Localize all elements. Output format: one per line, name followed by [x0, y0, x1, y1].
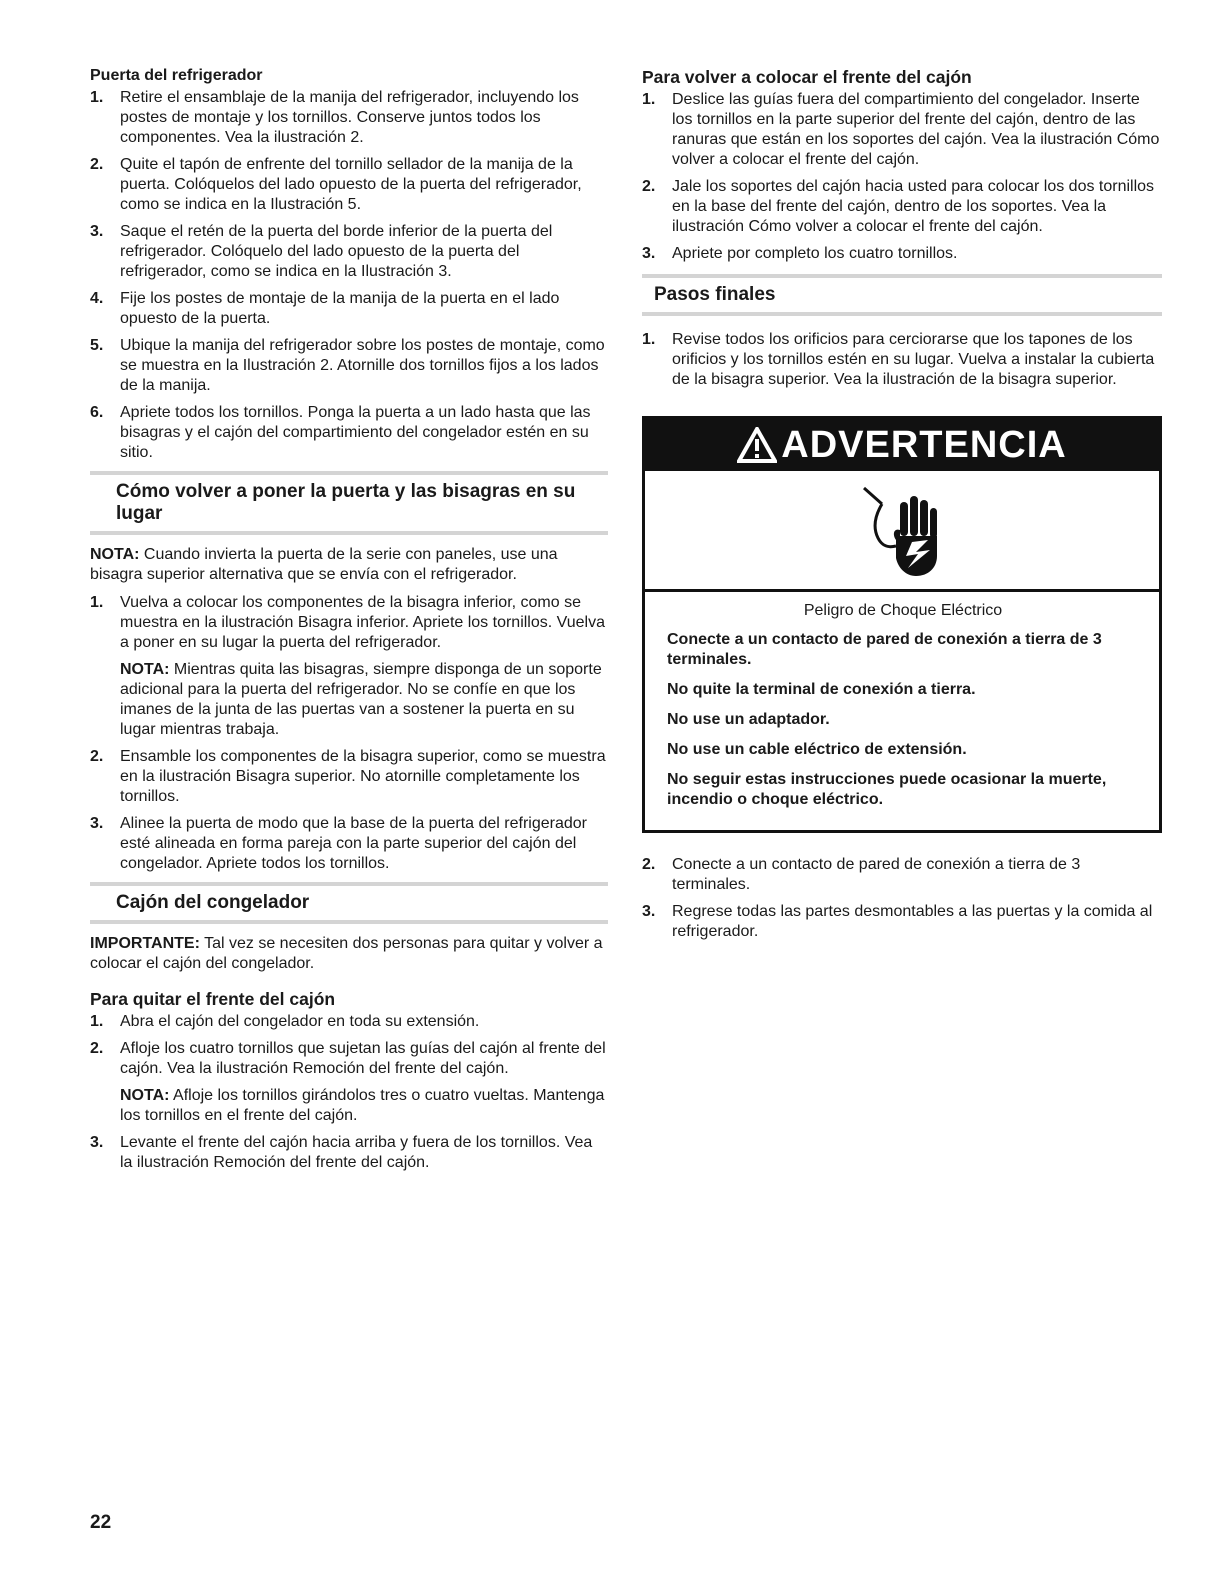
list-item: 4. Fije los postes de montaje de la manija de la puerta en el lado opuesto de la puerta.: [90, 290, 560, 327]
warning-box: [642, 416, 1162, 833]
nota-paragraph: NOTA: Cuando invierta la puerta de la serie con paneles, use una bisagra superior alternativa que se envía con el refrigerador.: [90, 546, 558, 583]
list-item: 1. Vuelva a colocar los componentes de la bisagra inferior, como se muestra en la ilustración Bisagra inferior. Apriete los tornillos. Vuelva a poner en su lugar la puerta del refrigerador. NOTA: Mientras quita las bisagras, siempre disponga de un soporte adicional para la puerta del refrigerador. No se confíe en que los imanes de la junta de las puertas van a sostener la puerta en su lugar mientras trabaja.: [90, 593, 608, 740]
section-band-bisagras: [90, 471, 608, 535]
warning-line: Conecte a un contacto de pared de conexión a tierra de 3 terminales.: [667, 631, 1102, 668]
pasos-steps-after: [642, 855, 1162, 942]
warning-header: [645, 419, 1159, 471]
section-band-cajon: [90, 882, 608, 924]
section-title-puerta: Puerta del refrigerador: [90, 67, 263, 84]
volver-steps: [642, 90, 1162, 264]
page-number: 22: [90, 1512, 112, 1533]
pasos-steps: [642, 330, 1162, 390]
importante-paragraph: IMPORTANTE: Tal vez se necesiten dos personas para quitar y volver a colocar el cajón del congelador.: [90, 935, 603, 972]
bisagras-steps: [90, 593, 608, 874]
list-item: 5. Ubique la manija del refrigerador sobre los postes de montaje, como se muestra en la Ilustración 2. Atornille dos tornillos fijos a los lados de la manija.: [90, 337, 605, 394]
section-heading-pasos: Pasos finales: [654, 284, 776, 305]
section-heading-bisagras: Cómo volver a poner la puerta y las bisagras en su lugar: [116, 481, 576, 524]
section-band-pasos: [642, 274, 1162, 316]
warning-line: No use un adaptador.: [667, 711, 830, 728]
list-item: 2. Jale los soportes del cajón hacia usted para colocar los dos tornillos en la base del frente del cajón, dentro de los soportes. Vea la ilustración Cómo volver a colocar el frente del cajón.: [642, 178, 1155, 235]
electric-shock-hand-icon: [852, 480, 952, 580]
list-item: 2. Quite el tapón de enfrente del tornillo sellador de la manija de la puerta. Colóquelos del lado opuesto de la puerta del refrigerador, como se indica en la Ilustración 5.: [90, 156, 582, 213]
warning-icon-panel: [645, 471, 1159, 592]
list-item: 3. Regrese todas las partes desmontables a las puertas y la comida al refrigerador.: [642, 903, 1153, 940]
warning-line: No use un cable eléctrico de extensión.: [667, 741, 967, 758]
left-column: [90, 66, 608, 1180]
warning-line: No quite la terminal de conexión a tierra.: [667, 681, 976, 698]
warning-subtitle: Peligro de Choque Eléctrico: [803, 602, 1003, 619]
list-item: 2. Afloje los cuatro tornillos que sujetan las guías del cajón al frente del cajón. Vea la ilustración Remoción del frente del cajón. NOTA: Afloje los tornillos girándolos tres o cuatro vueltas. Mantenga los tornillos en el frente del cajón.: [90, 1039, 608, 1126]
list-item: 2. Ensamble los componentes de la bisagra superior, como se muestra en la ilustración Bisagra superior. No atornille completamente los tornillos.: [90, 748, 606, 805]
list-item: 1. Retire el ensamblaje de la manija del refrigerador, incluyendo los postes de montaje y los tornillos. Conserve juntos todos los componentes. Vea la ilustración 2.: [90, 89, 579, 146]
section-heading-cajon: Cajón del congelador: [116, 892, 310, 913]
section-title-volver: Para volver a colocar el frente del cajón: [642, 67, 972, 87]
warning-line: No seguir estas instrucciones puede ocasionar la muerte, incendio o choque eléctrico.: [667, 771, 1107, 808]
list-item: 3. Saque el retén de la puerta del borde inferior de la puerta del refrigerador. Colóquelo del lado opuesto de la puerta del refrigerador, como se indica en la Ilustración 3.: [90, 223, 553, 280]
warning-triangle-icon: [737, 427, 777, 463]
puerta-steps: [90, 88, 608, 463]
right-column: [642, 66, 1162, 949]
list-item: 1. Deslice las guías fuera del compartimiento del congelador. Inserte los tornillos en la parte superior del frente del cajón, dentro de las ranuras que están en los soportes del cajón. Vea la ilustración Cómo volver a colocar el frente del cajón.: [642, 91, 1160, 168]
quitar-steps: [90, 1012, 608, 1173]
list-item: 1. Revise todos los orificios para cerciorarse que los tapones de los orificios y los tornillos estén en su lugar. Vuelva a instalar la cubierta de la bisagra superior. Vea la ilustración de la bisagra superior.: [642, 331, 1155, 388]
inline-note: NOTA: Afloje los tornillos girándolos tres o cuatro vueltas. Mantenga los tornillos en el frente del cajón.: [120, 1087, 605, 1124]
section-title-quitar: Para quitar el frente del cajón: [90, 989, 336, 1009]
warning-title: ADVERTENCIA: [781, 423, 1067, 466]
inline-note: NOTA: Mientras quita las bisagras, siempre disponga de un soporte adicional para la puerta del refrigerador. No se confíe en que los imanes de la junta de las puertas van a sostener la puerta en su lugar mientras trabaja.: [120, 661, 602, 738]
list-item: 3. Levante el frente del cajón hacia arriba y fuera de los tornillos. Vea la ilustración Remoción del frente del cajón.: [90, 1134, 593, 1171]
list-item: 1. Abra el cajón del congelador en toda su extensión.: [90, 1013, 480, 1030]
list-item: 6. Apriete todos los tornillos. Ponga la puerta a un lado hasta que las bisagras y el cajón del compartimiento del congelador estén en su sitio.: [90, 404, 591, 461]
warning-body: [645, 592, 1159, 830]
list-item: 2. Conecte a un contacto de pared de conexión a tierra de 3 terminales.: [642, 856, 1081, 893]
list-item: 3. Apriete por completo los cuatro tornillos.: [642, 245, 958, 262]
list-item: 3. Alinee la puerta de modo que la base de la puerta del refrigerador esté alineada en forma pareja con la parte superior del cajón del congelador. Apriete todos los tornillos.: [90, 815, 587, 872]
